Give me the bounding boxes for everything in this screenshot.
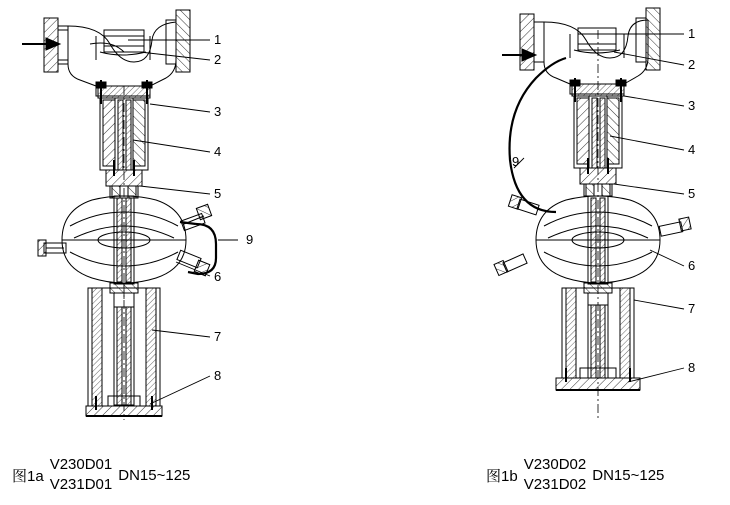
figure-label-right: 图1b: [486, 467, 518, 485]
actuator-port-right-b: [494, 254, 527, 276]
callout-numbers-left: [214, 32, 253, 383]
callout-left-5: 5: [214, 186, 222, 201]
callout-left-3: 3: [214, 104, 222, 119]
callout-left-7: 7: [214, 329, 222, 344]
figure-label-left: 图1a: [12, 467, 44, 485]
callout-left-1: 1: [214, 32, 222, 47]
model-name: V230D02: [523, 456, 587, 473]
model-name: V230D01: [49, 456, 113, 473]
callout-left-9: 9: [246, 232, 254, 247]
callout-right-5: 5: [688, 186, 696, 201]
valve-body-left: [68, 22, 176, 96]
figure-caption-left: [12, 455, 190, 495]
bonnet-left: [96, 80, 152, 300]
callout-left-8: 8: [214, 368, 222, 383]
callout-right-2: 2: [688, 57, 696, 72]
valve-assembly-right: [494, 8, 691, 420]
outlet-flange-left: [166, 10, 190, 72]
callout-right-8: 8: [688, 360, 696, 375]
callout-left-2: 2: [214, 52, 222, 67]
figure-models-left: [50, 455, 113, 495]
actuator-port-right-c: [659, 217, 691, 236]
callout-right-1: 1: [688, 26, 696, 41]
figure-caption-right: [486, 455, 664, 495]
model-name: V231D01: [49, 476, 113, 493]
callout-right-9: 9: [512, 154, 520, 169]
callout-left-6: 6: [214, 269, 222, 284]
callout-right-6: 6: [688, 258, 696, 273]
model-name: V231D02: [523, 476, 587, 493]
bonnet-right: [570, 30, 626, 420]
diaphragm-actuator-right: [494, 195, 691, 284]
callout-right-7: 7: [688, 301, 696, 316]
figure-size-range-left: DN15~125: [118, 466, 191, 484]
callout-right-3: 3: [688, 98, 696, 113]
callout-left-4: 4: [214, 144, 222, 159]
inlet-flange-right: [520, 14, 544, 70]
figure-models-right: [524, 455, 587, 495]
inlet-flange-left: [44, 18, 68, 72]
diaphragm-actuator-left: [38, 196, 212, 284]
figure-size-range-right: DN15~125: [592, 466, 665, 484]
valve-assembly-left: [22, 10, 238, 420]
signal-tubing-right: [510, 58, 566, 212]
valve-body-right: [544, 20, 648, 94]
callout-right-4: 4: [688, 142, 696, 157]
